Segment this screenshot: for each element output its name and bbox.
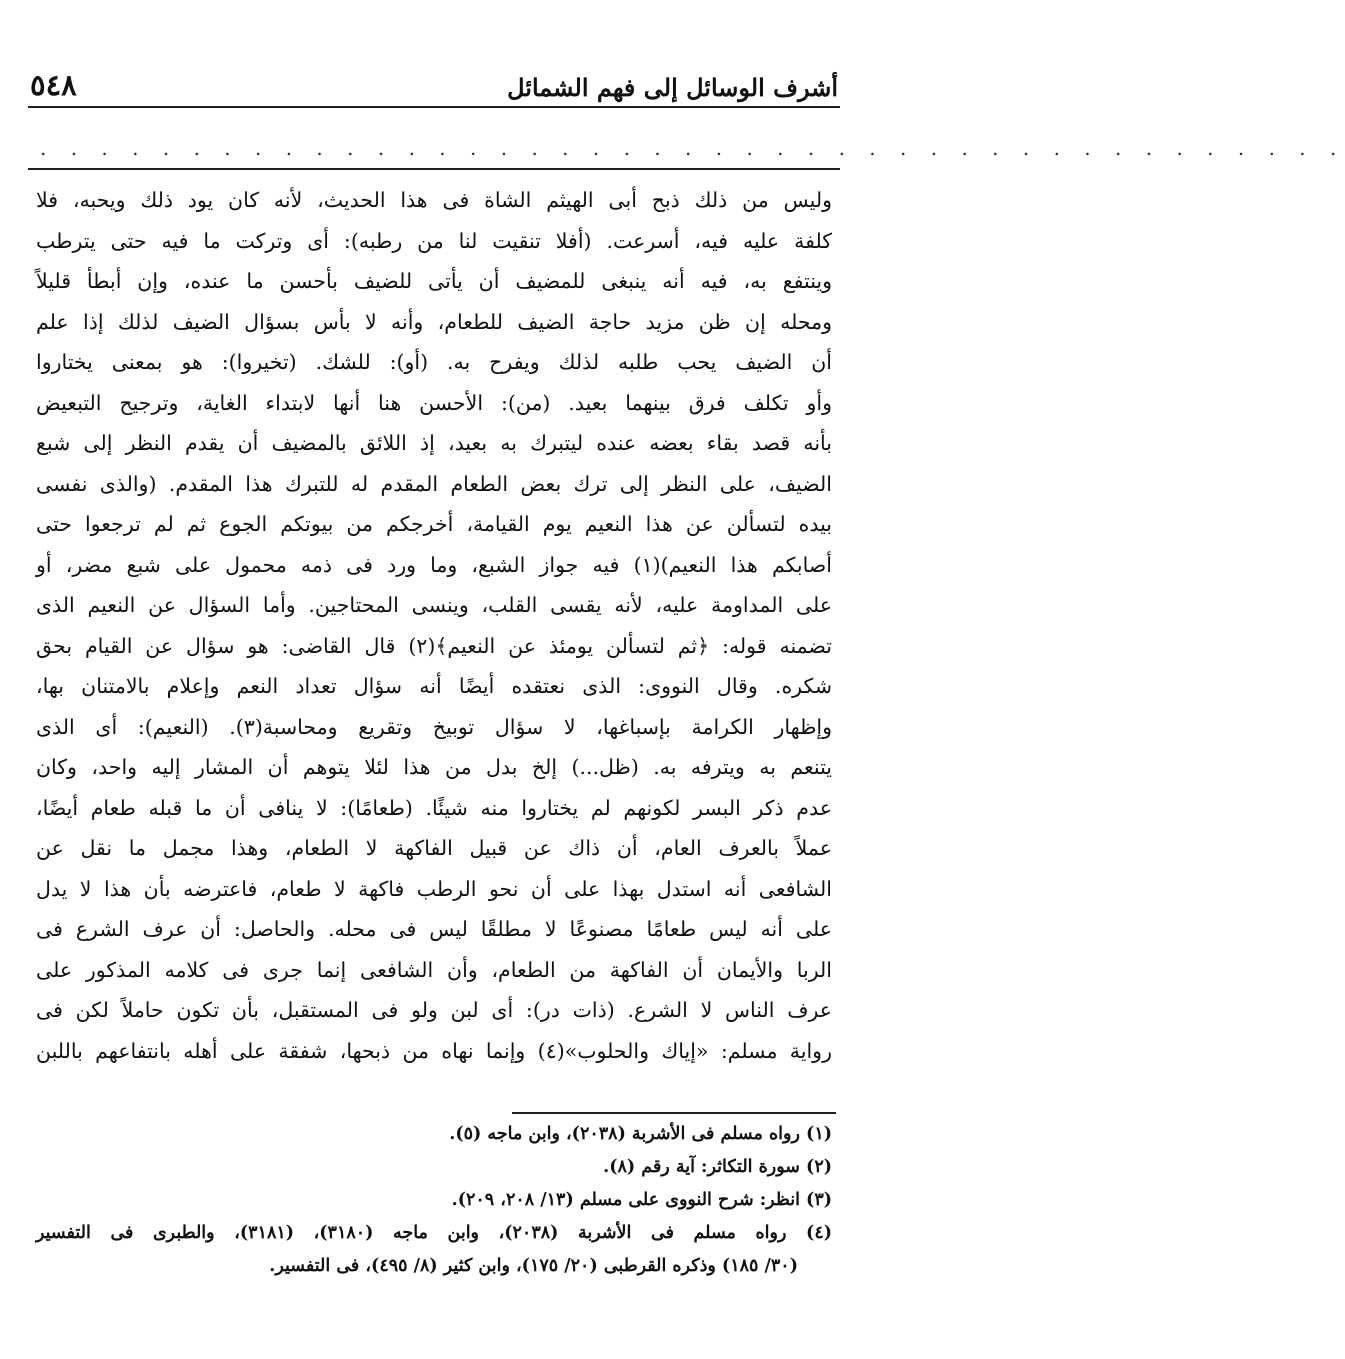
body-line: وليس من ذلك ذبح أبى الهيثم الشاة فى هذا الحديث، لأنه كان يود ذلك ويحبه، فلا bbox=[36, 188, 832, 212]
body-line: بأنه قصد بقاء بعضه عنده ليتبرك به بعيد، إذ اللائق بالمضيف أن يقدم النظر إلى شبع bbox=[36, 431, 832, 455]
body-line: وإظهار الكرامة بإسباغها، لا سؤال توبيخ وتقريع ومحاسبة(٣). (النعيم): أى الذى bbox=[36, 714, 832, 739]
body-line: على المداومة عليه، لأنه يقسى القلب، وينسى المحتاجين. وأما السؤال عن النعيم الذى bbox=[36, 593, 832, 617]
body-line: وأو تكلف فرق بينهما بعيد. (من): الأحسن هنا أنها لابتداء الغاية، وترجيح التبعيض bbox=[36, 390, 832, 415]
body-line: شكره. وقال النووى: الذى نعتقده أيضًا أنه سؤال تعداد النعم وإعلام بالامتنان بها، bbox=[36, 674, 832, 698]
footnote-continuation: (٣٠/ ١٨٥) وذكره القرطبى (٢٠/ ١٧٥)، وابن كثير (٨/ ٤٩٥)، فى التفسير. bbox=[269, 1256, 798, 1276]
body-line: بيده لتسألن عن هذا النعيم يوم القيامة، أخرجكم من بيوتكم الجوع ثم لم ترجعوا حتى bbox=[36, 512, 832, 536]
body-line: عملاً بالعرف العام، أن ذاك عن قبيل الفاكهة لا الطعام، وهذا مجمل ما نقل عن bbox=[36, 836, 832, 860]
body-line: على أنه ليس طعامًا مصنوعًا لا مطلقًا ليس فى محله. والحاصل: أن عرف الشرع فى bbox=[36, 917, 832, 941]
body-line: عدم ذكر البسر لكونهم لم يختاروا منه شيئًا. (طعامًا): لا ينافى أن ما قبله طعام أيضًا، bbox=[36, 795, 832, 820]
page-number: ٥٤٨ bbox=[30, 68, 77, 102]
body-line: ومحله إن ظن مزيد حاجة الضيف للطعام، وأنه لا بأس بسؤال الضيف لذلك إذا علم bbox=[36, 309, 832, 334]
body-text bbox=[36, 180, 832, 1071]
footnote: (٤) رواه مسلم فى الأشربة (٢٠٣٨)، وابن ماجه (٣١٨٠)، (٣١٨١)، والطبرى فى التفسير bbox=[36, 1223, 832, 1243]
footnote: (٢) سورة التكاثر: آية رقم (٨). bbox=[603, 1157, 832, 1177]
footnotes bbox=[36, 1118, 832, 1283]
footnote: (١) رواه مسلم فى الأشربة (٢٠٣٨)، وابن ماجه (٥). bbox=[449, 1124, 832, 1144]
body-line: الضيف، على النظر إلى ترك بعض الطعام المقدم له للتبرك هذا المقدم. (والذى نفسى bbox=[36, 471, 832, 496]
body-line: وينتفع به، فيه أنه ينبغى للمضيف أن يأتى للضيف بأحسن ما عنده، وإن أبطأ قليلاً bbox=[36, 269, 832, 293]
dotted-separator: . . . . . . . . . . . . . . . . . . . . . . . . . . . . . . . . . . . . . . . . . . . bbox=[40, 136, 1345, 160]
body-line: رواية مسلم: «إياك والحلوب»(٤) وإنما نهاه من ذبحها، شفقة على أهله بانتفاعهم باللبن bbox=[36, 1038, 832, 1063]
book-title: أشرف الوسائل إلى فهم الشمائل bbox=[507, 73, 838, 102]
body-line: عرف الناس لا الشرع. (ذات در): أى لبن ولو فى المستقبل، بأن تكون حاملاً لكن فى bbox=[36, 998, 832, 1022]
running-header bbox=[30, 62, 838, 102]
separator-rule bbox=[28, 168, 840, 170]
body-line: الشافعى أنه استدل بهذا على أن نحو الرطب فاكهة لا طعام، فاعترضه بأن هذا لا يدل bbox=[36, 876, 832, 901]
footnote-rule bbox=[512, 1112, 836, 1114]
body-line: أن الضيف يحب طلبه لذلك ويفرح به. (أو): للشك. (تخيروا): هو بمعنى يختاروا bbox=[36, 350, 832, 374]
body-line: يتنعم به ويترفه به. (ظل...) إلخ بدل من هذا لئلا يتوهم أن المشار إليه واحد، وكان bbox=[36, 755, 832, 779]
body-line: تضمنه قوله: ﴿ثم لتسألن يومئذ عن النعيم﴾(٢) قال القاضى: هو سؤال عن القيام بحق bbox=[36, 633, 832, 658]
body-line: الربا والأيمان أن الفاكهة من الطعام، وأن الشافعى إنما جرى فى كلامه المذكور على bbox=[36, 957, 832, 982]
footnote: (٣) انظر: شرح النووى على مسلم (١٣/ ٢٠٨، ٢٠٩). bbox=[451, 1190, 832, 1210]
body-line: كلفة عليه فيه، أسرعت. (أفلا تنقيت لنا من رطبه): أى وتركت ما فيه حتى يترطب bbox=[36, 228, 832, 253]
body-line: أصابكم هذا النعيم)(١) فيه جواز الشبع، وما ورد فى ذمه محمول على شبع مضر، أو bbox=[36, 552, 832, 577]
header-rule bbox=[28, 106, 840, 108]
